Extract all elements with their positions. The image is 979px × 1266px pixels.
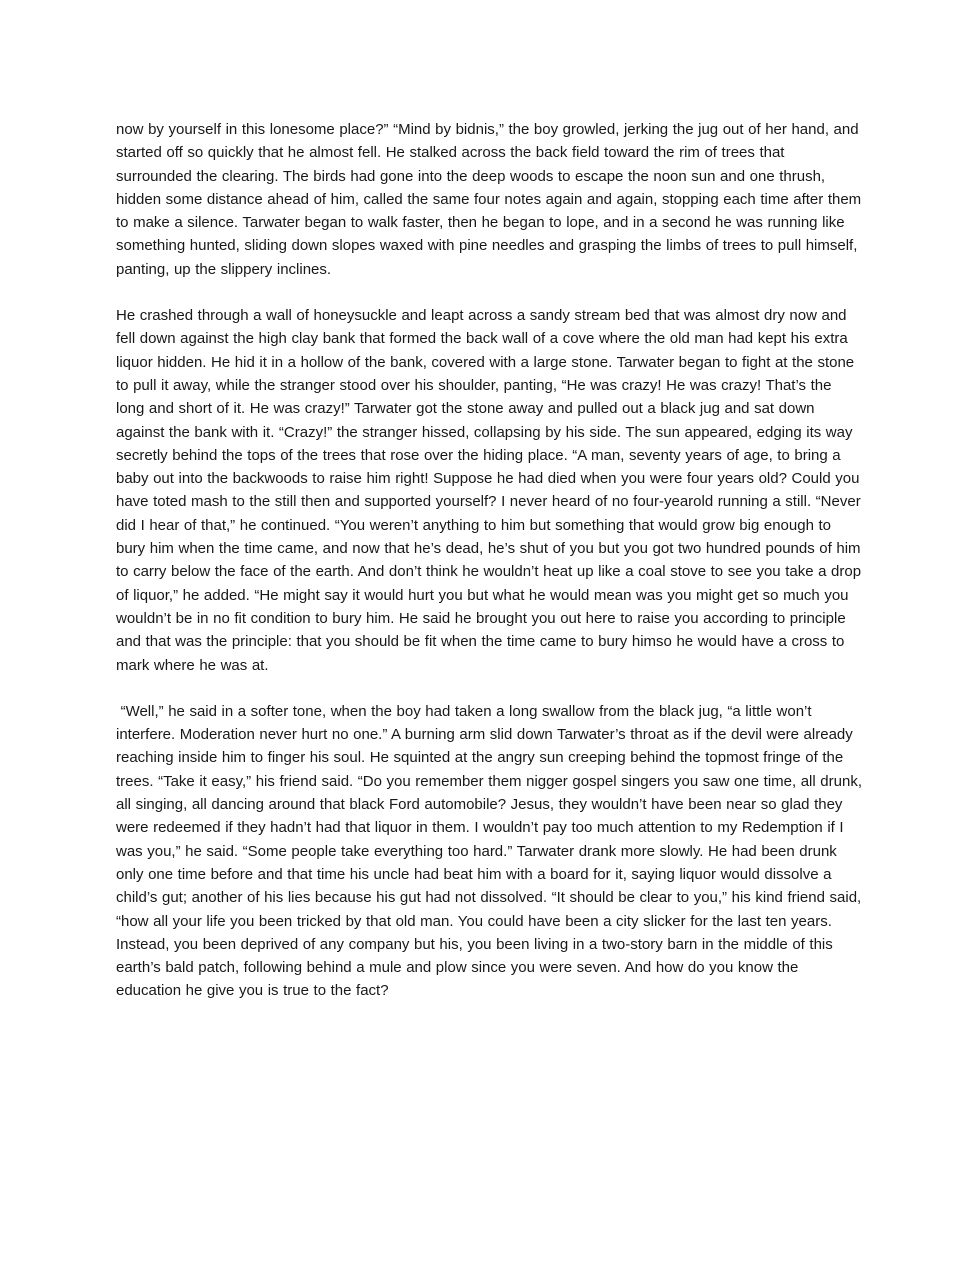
paragraph-1: now by yourself in this lonesome place?” “Mind by bidnis,” the boy growled, jerking the jug out of her hand, and started off so quickly that he almost fell. He stalked across the back field toward the rim of trees that surrounded the clearing. The birds had gone into the deep woods to escape the noon sun and one thrush, hidden some distance ahead of him, called the same four notes again and again, stopping each time after them to make a silence. Tarwater began to walk faster, then he began to lope, and in a second he was running like something hunted, sliding down slopes waxed with pine needles and grasping the limbs of trees to pull himself, panting, up the slippery inclines. xyxy=(116,121,866,278)
document-body xyxy=(116,118,867,1003)
paragraph-3: “Well,” he said in a softer tone, when the boy had taken a long swallow from the black jug, “a little won’t interfere. Moderation never hurt no one.” A burning arm slid down Tarwater’s throat as if the devil were already reaching inside him to finger his soul. He squinted at the angry sun creeping behind the topmost fringe of the trees. “Take it easy,” his friend said. “Do you remember them nigger gospel singers you saw one time, all drunk, all singing, all dancing around that black Ford automobile? Jesus, they wouldn’t have been near so glad they were redeemed if they hadn’t had that liquor in them. I wouldn’t pay too much attention to my Redemption if I was you,” he said. “Some people take everything too hard.” Tarwater drank more slowly. He had been drunk only one time before and that time his uncle had beat him with a board for it, saying liquor would dissolve a child’s gut; another of his lies because his gut had not dissolved. “It should be clear to you,” his kind friend said, “how all your life you been tricked by that old man. You could have been a city slicker for the last ten years. Instead, you been deprived of any company but his, you been living in a two-story barn in the middle of this earth’s bald patch, following behind a mule and plow since you were seven. And how do you know the education he give you is true to the fact? xyxy=(116,702,867,1000)
paragraph-2: He crashed through a wall of honeysuckle and leapt across a sandy stream bed that was almost dry now and fell down against the high clay bank that formed the back wall of a cove where the old man had kept his extra liquor hidden. He hid it in a hollow of the bank, covered with a large stone. Tarwater began to fight at the stone to pull it away, while the stranger stood over his shoulder, panting, “He was crazy! He was crazy! That’s the long and short of it. He was crazy!” Tarwater got the stone away and pulled out a black jug and sat down against the bank with it. “Crazy!” the stranger hissed, collapsing by his side. The sun appeared, edging its way secretly behind the tops of the trees that rose over the hiding place. “A man, seventy years of age, to bring a baby out into the backwoods to raise him right! Suppose he had died when you were four years old? Could you have toted mash to the still then and supported yourself? I never heard of no four-yearold running a still. “Never did I hear of that,” he continued. “You weren’t anything to him but something that would grow big enough to bury him when the time came, and now that he’s dead, he’s shut of you but you got two hundred pounds of him to carry below the face of the earth. And don’t think he wouldn’t heat up like a coal stove to see you take a drop of liquor,” he added. “He might say it would hurt you but what he would mean was you might get so much you wouldn’t be in no fit condition to bury him. He said he brought you out here to raise you according to principle and that was the principle: that you should be fit when the time came to bury himso he would have a cross to mark where he was at. xyxy=(116,307,866,674)
